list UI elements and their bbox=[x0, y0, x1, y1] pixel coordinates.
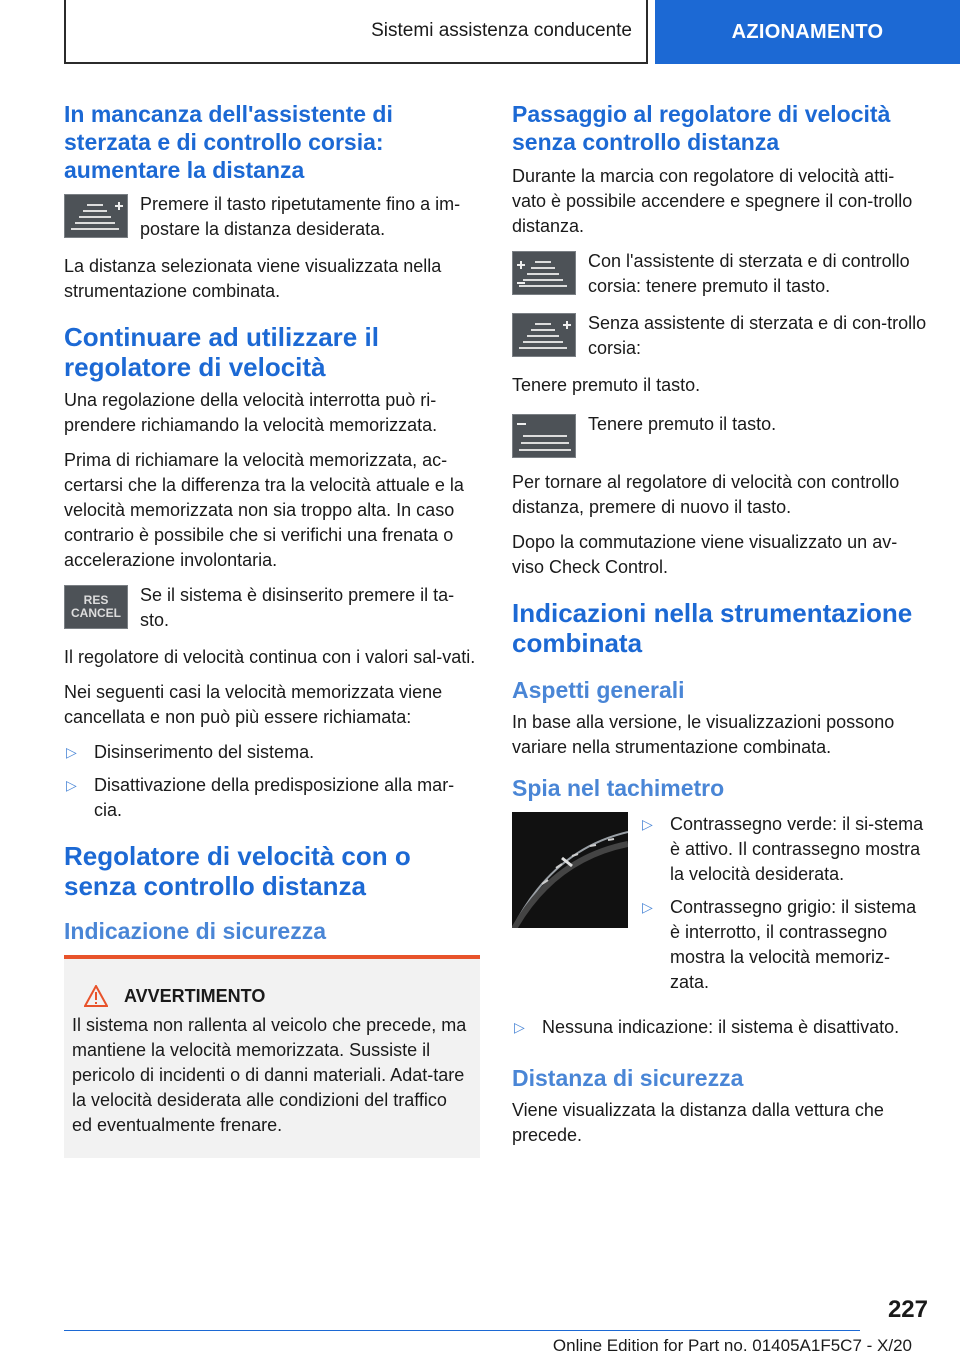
warning-triangle-icon bbox=[84, 985, 108, 1007]
switch-paragraph: Durante la marcia con regolatore di velocità atti-vato è possibile accendere e spegnere il con-trollo distanza. bbox=[512, 166, 913, 236]
bullet-text: Contrassegno grigio: il sistema è interrotto, il contrassegno mostra la velocità memoriz-zata. bbox=[670, 897, 917, 992]
footer-divider bbox=[64, 1330, 860, 1331]
speedometer-bullets bbox=[640, 812, 928, 1003]
right-column bbox=[512, 100, 928, 1158]
check-control-paragraph: Dopo la commutazione viene visualizzato un av-viso Check Control. bbox=[512, 532, 898, 577]
heading-safety: Indicazione di sicurezza bbox=[64, 918, 327, 944]
heading-speedometer: Spia nel tachimetro bbox=[512, 775, 725, 801]
distance-minus-key-icon bbox=[512, 414, 576, 458]
distance-plus-key-icon bbox=[64, 194, 128, 238]
heading-with-without-distance: Regolatore di velocità con o senza controllo distanza bbox=[64, 841, 411, 901]
with-lane-row bbox=[512, 249, 928, 299]
continue-paragraph-4: Nei seguenti casi la velocità memorizzata viene cancellata e non può più essere richiamata: bbox=[64, 682, 443, 727]
bullet-text: Disinserimento del sistema. bbox=[94, 742, 315, 762]
list-item bbox=[64, 740, 480, 765]
list-item bbox=[640, 895, 928, 995]
increase-distance-note: La distanza selezionata viene visualizzata nella strumentazione combinata. bbox=[64, 256, 442, 301]
continue-paragraph-3: Il regolatore di velocità continua con i valori sal-vati. bbox=[64, 647, 476, 667]
continue-paragraph-1: Una regolazione della velocità interrotta può ri-prendere richiamando la velocità memorizzata. bbox=[64, 390, 438, 435]
bullet-text: Disattivazione della predisposizione alla mar-cia. bbox=[94, 775, 455, 820]
bullet-triangle-icon: ▷ bbox=[642, 899, 653, 915]
list-item bbox=[64, 773, 480, 823]
speedometer-icon bbox=[512, 812, 628, 928]
list-item bbox=[512, 1015, 928, 1040]
with-lane-text: Con l'assistente di sterzata e di controllo corsia: tenere premuto il tasto. bbox=[588, 251, 910, 296]
heading-continue: Continuare ad utilizzare il regolatore di velocità bbox=[64, 322, 379, 382]
speedometer-row bbox=[512, 812, 928, 1003]
hold-text-1: Tenere premuto il tasto. bbox=[512, 375, 701, 395]
footer-edition: Online Edition for Part no. 01405A1F5C7 - X/20 bbox=[552, 1336, 912, 1355]
warning-title: AVVERTIMENTO bbox=[124, 985, 266, 1006]
heading-general: Aspetti generali bbox=[512, 677, 685, 703]
bullet-text: Contrassegno verde: il si-stema è attivo. Il contrassegno mostra la velocità desiderata. bbox=[670, 814, 924, 884]
increase-distance-row bbox=[64, 192, 480, 242]
general-paragraph: In base alla versione, le visualizzazioni possono variare nella strumentazione combinata. bbox=[512, 712, 895, 757]
bullet-triangle-icon: ▷ bbox=[66, 744, 77, 760]
bullet-triangle-icon: ▷ bbox=[642, 816, 653, 832]
bullet-triangle-icon: ▷ bbox=[514, 1019, 525, 1035]
list-item bbox=[640, 812, 928, 887]
bullet-text: Nessuna indicazione: il sistema è disattivato. bbox=[542, 1017, 900, 1037]
distance-plus-key-icon bbox=[512, 313, 576, 357]
res-cancel-row bbox=[64, 583, 480, 633]
warning-text: Il sistema non rallenta al veicolo che precede, ma mantiene la velocità memorizzata. Sussiste il pericolo di incidenti o di danni materiali. Adat-tare la velocità desiderata alle condizioni del traffico ed eventualmente frenare. bbox=[72, 1015, 467, 1135]
cancel-key-label: CANCEL bbox=[71, 606, 121, 620]
distance-plus-minus-key-icon bbox=[512, 251, 576, 295]
bullet-triangle-icon: ▷ bbox=[66, 777, 77, 793]
header-section-title: Sistemi assistenza conducente bbox=[371, 20, 632, 41]
heading-display: Indicazioni nella strumentazione combinata bbox=[512, 598, 913, 658]
res-key-label: RES bbox=[83, 593, 109, 607]
page-number: 227 bbox=[887, 1296, 928, 1323]
without-lane-text: Senza assistente di sterzata e di con-trollo corsia: bbox=[588, 313, 927, 358]
return-paragraph: Per tornare al regolatore di velocità con controllo distanza, premere di nuovo il tasto. bbox=[512, 472, 900, 517]
res-cancel-text: Se il sistema è disinserito premere il ta-sto. bbox=[140, 585, 455, 630]
distance-paragraph: Viene visualizzata la distanza dalla vettura che precede. bbox=[512, 1100, 884, 1145]
heading-distance: Distanza di sicurezza bbox=[512, 1065, 744, 1091]
warning-header bbox=[72, 985, 470, 1007]
heading-switch: Passaggio al regolatore di velocità senza controllo distanza bbox=[512, 101, 891, 155]
header-chapter-title: AZIONAMENTO bbox=[731, 20, 884, 43]
warning-box bbox=[64, 955, 480, 1158]
header-chapter bbox=[655, 0, 960, 64]
increase-distance-text: Premere il tasto ripetutamente fino a im-postare la distanza desiderata. bbox=[140, 194, 461, 239]
continue-paragraph-2: Prima di richiamare la velocità memorizzata, ac-certarsi che la differenza tra la velocità attuale e la velocità memorizzata non sia troppo alta. In caso contrario è possibile che si verifichi una frenata o accelerazione involontaria. bbox=[64, 450, 464, 570]
left-column bbox=[64, 100, 480, 1158]
header-section bbox=[64, 0, 648, 64]
minus-key-row bbox=[512, 412, 928, 458]
res-cancel-key-icon bbox=[64, 585, 128, 629]
hold-text-2: Tenere premuto il tasto. bbox=[588, 414, 777, 434]
without-lane-row bbox=[512, 311, 928, 361]
heading-increase-distance: In mancanza dell'assistente di sterzata e di controllo corsia: aumentare la distanza bbox=[64, 101, 393, 183]
